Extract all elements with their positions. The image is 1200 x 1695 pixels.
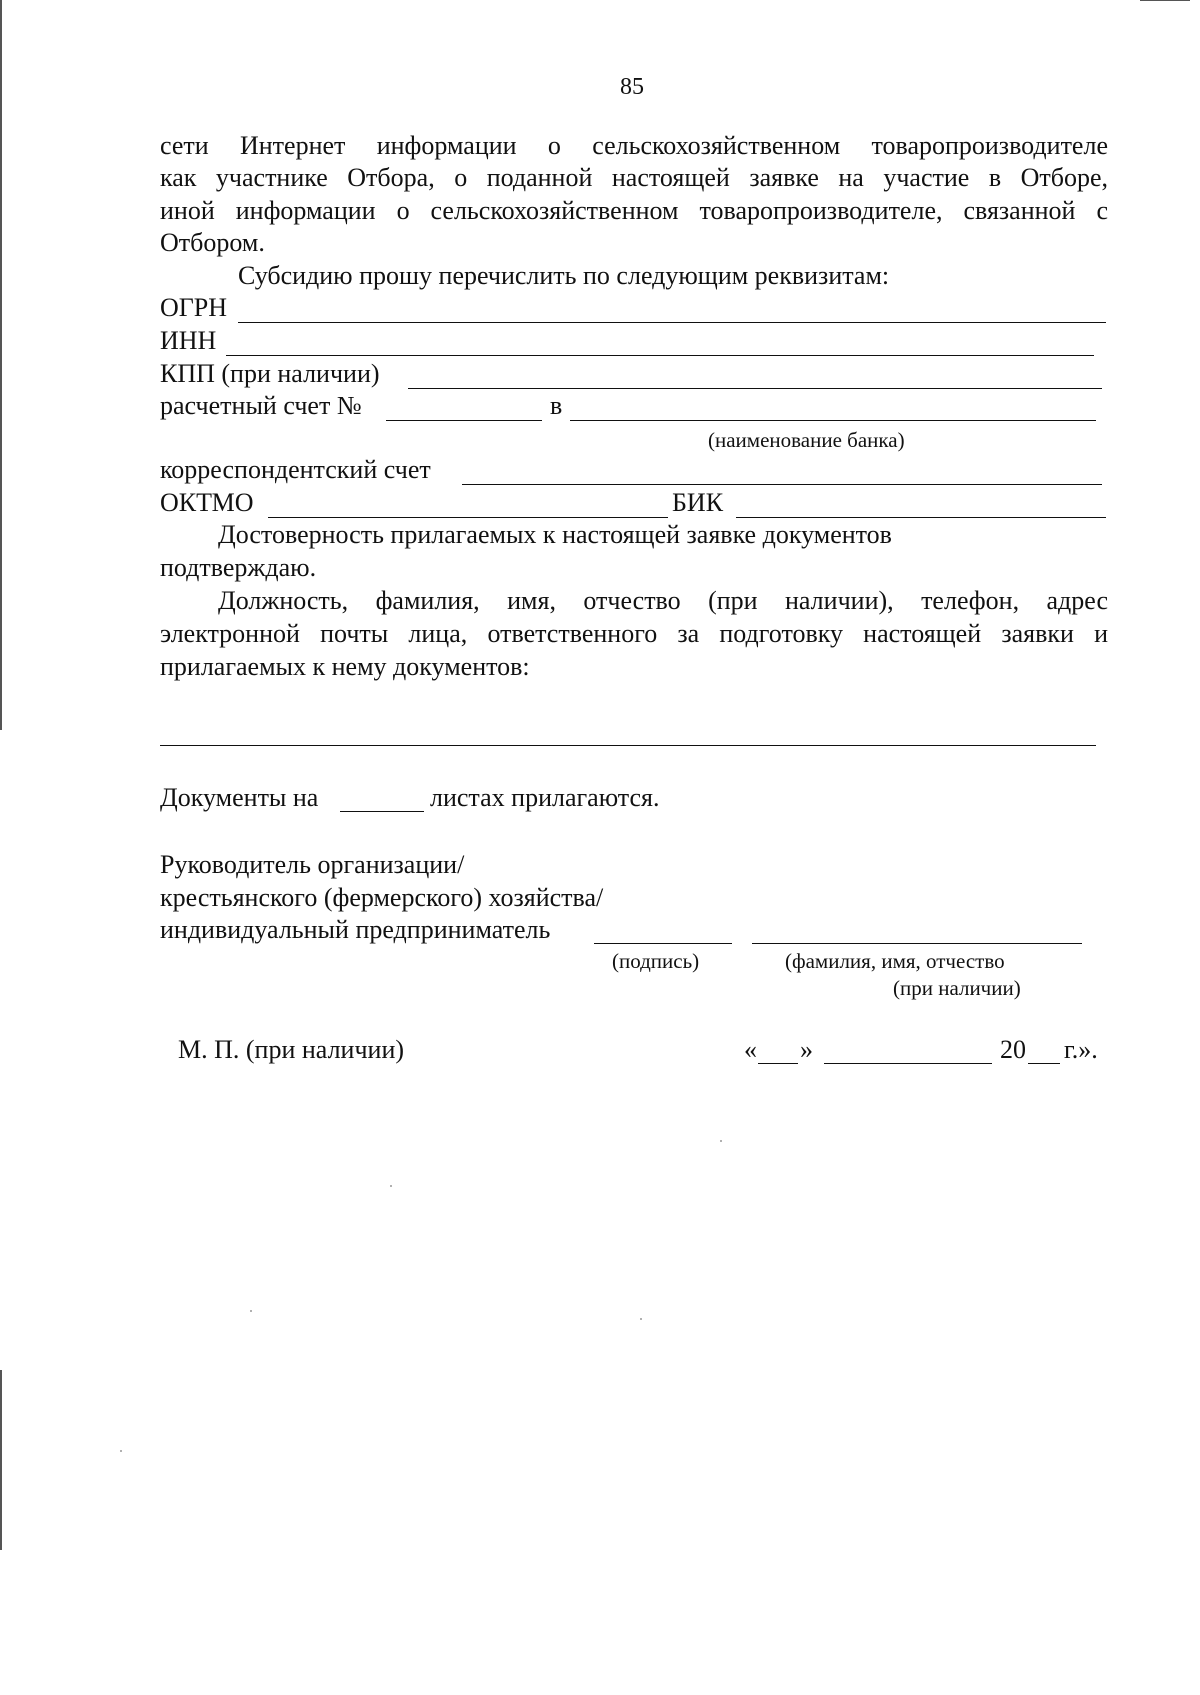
intro-line-2-text: как участнике Отбора, о поданной настоящей заявке на участие в Отборе, [160,163,1108,192]
scan-speck [720,1140,722,1142]
scan-speck [640,1318,642,1320]
intro-last-line: Отбором. [160,228,265,257]
signature-field[interactable] [594,943,732,944]
inn-label: ИНН [160,326,217,355]
account-label: расчетный счет № [160,391,362,420]
signatory-line-1: Руководитель организации/ [160,850,465,879]
bik-label: БИК [672,488,724,517]
responsible-line-2-text: электронной почты лица, ответственного за подготовку настоящей заявки и [160,619,1108,648]
bank-name-caption: (наименование банка) [708,428,905,452]
confirm-line-2: подтверждаю. [160,553,317,582]
requisites-intro: Субсидию прошу перечислить по следующим реквизитам: [238,261,890,290]
date-month-field[interactable] [824,1063,992,1064]
scan-speck [120,1450,122,1452]
confirm-line-1: Достоверность прилагаемых к настоящей заявке документов [218,520,892,549]
stamp-note: М. П. (при наличии) [178,1035,405,1064]
responsible-line-1 [218,586,1108,616]
date-year-prefix: 20 [1000,1035,1026,1064]
documents-count-field[interactable] [340,811,424,812]
documents-suffix: листах прилагаются. [430,783,660,812]
full-name-caption-2: (при наличии) [893,976,1021,1000]
signatory-line-2: крестьянского (фермерского) хозяйства/ [160,883,604,912]
scan-speck [390,1185,392,1187]
date-open-quote: « [744,1035,757,1064]
scan-edge-top-right [1140,0,1190,1]
scan-edge-left-lower [0,1370,2,1550]
ogrn-label: ОГРН [160,293,228,322]
oktmo-label: ОКТМО [160,488,254,517]
date-year-field[interactable] [1028,1063,1060,1064]
responsible-person-field[interactable] [160,745,1096,746]
documents-prefix: Документы на [160,783,319,812]
corr-account-field[interactable] [462,484,1102,485]
responsible-last-line: прилагаемых к нему документов: [160,652,530,681]
bik-field[interactable] [736,517,1106,518]
intro-line-3-text: иной информации о сельскохозяйственном товаропроизводителе, связанной с [160,196,1108,225]
ogrn-field[interactable] [238,322,1106,323]
account-field[interactable] [386,420,542,421]
bank-name-field[interactable] [570,420,1096,421]
date-suffix: г.». [1064,1035,1098,1064]
responsible-line-2 [160,619,1108,649]
date-day-field[interactable] [758,1063,798,1064]
oktmo-field[interactable] [268,517,668,518]
page-number: 85 [620,74,644,100]
corr-account-label: корреспондентский счет [160,455,431,484]
kpp-field[interactable] [408,388,1102,389]
inn-field[interactable] [226,355,1094,356]
intro-line-1-part-2: товаропроизводителе [871,131,1108,160]
full-name-caption-1: (фамилия, имя, отчество [785,949,1005,973]
intro-line-1 [160,131,1108,161]
scan-speck [250,1310,252,1312]
signatory-line-3: индивидуальный предприниматель [160,915,551,944]
full-name-field[interactable] [752,943,1082,944]
account-in-label: в [550,391,563,420]
intro-line-3 [160,196,1108,226]
responsible-line-1-text: Должность, фамилия, имя, отчество (при наличии), телефон, адрес [218,586,1108,615]
scan-edge-left [0,0,2,730]
intro-line-1-part-1: сети Интернет информации о сельскохозяйственном [160,131,841,160]
kpp-label: КПП (при наличии) [160,359,380,388]
intro-line-2 [160,163,1108,193]
signature-caption: (подпись) [612,949,700,973]
date-close-quote: » [800,1035,813,1064]
